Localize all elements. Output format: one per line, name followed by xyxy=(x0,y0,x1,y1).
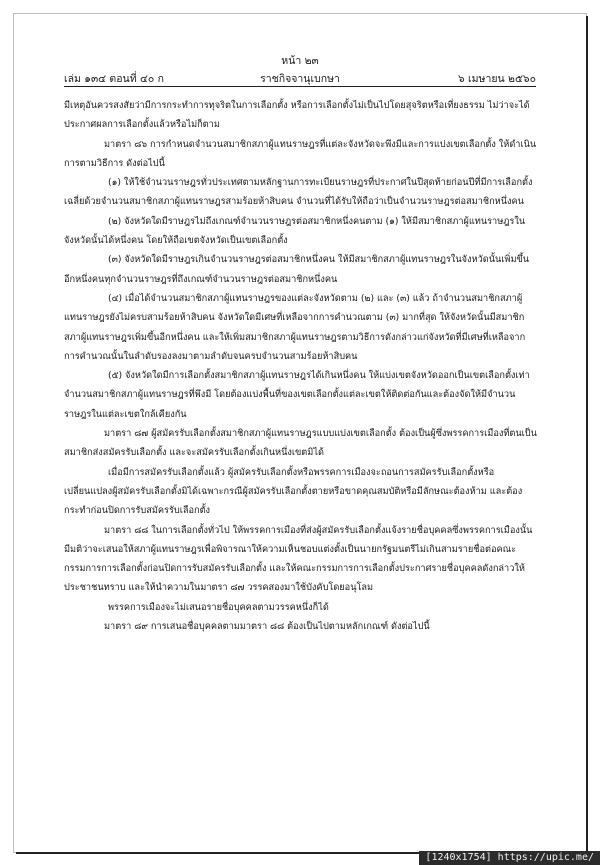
publication-date: ๖ เมษายน ๒๕๖๐ xyxy=(458,73,536,85)
section-87-paragraph-2: เมื่อมีการสมัครรับเลือกตั้งแล้ว ผู้สมัครรับเลือกตั้งหรือพรรคการเมืองจะถอนการสมัครรับเลือกตั้งหรือเปลี่ยนแปลงผู้สมัครรับเลือกตั้งมิได้เฉพาะกรณีผู้สมัครรับเลือกตั้งตายหรือขาดคุณสมบัติหรือมีลักษณะต้องห้าม และต้องกระทำก่อนปิดการรับสมัครรับเลือกตั้ง xyxy=(64,466,523,517)
image-source-watermark: [1240x1754] https://upic.me/ xyxy=(419,851,600,865)
section-86-clause-1: (๑) ให้ใช้จำนวนราษฎรทั่วประเทศตามหลักฐานการทะเบียนราษฎรที่ประกาศในปีสุดท้ายก่อนปีที่มีการเลือกตั้ง เฉลี่ยด้วยจำนวนสมาชิกสภาผู้แทนราษฎรสามร้อยห้าสิบคน จำนวนที่ได้รับให้ถือว่าเป็นจำนวนราษฎรต่อสมาชิกหนึ่งคน xyxy=(64,177,533,208)
paragraph-continuation: มีเหตุอันควรสงสัยว่ามีการกระทำการทุจริตในการเลือกตั้ง หรือการเลือกตั้งไม่เป็นไปโดยสุจริตหรือเที่ยงธรรม ไม่ว่าจะได้ประกาศผลการเลือกตั้งแล้วหรือไม่ก็ตาม xyxy=(64,100,530,131)
section-88-paragraph-2: พรรคการเมืองจะไม่เสนอรายชื่อบุคคลตามวรรคหนึ่งก็ได้ xyxy=(108,601,329,613)
section-86: มาตรา ๘๖ การกำหนดจำนวนสมาชิกสภาผู้แทนราษฎรที่แต่ละจังหวัดจะพึงมีและการแบ่งเขตเลือกตั้ง ให้ดำเนินการตามวิธีการ ดังต่อไปนี้ xyxy=(64,138,537,169)
volume-issue: เล่ม ๑๓๔ ตอนที่ ๔๐ ก xyxy=(64,73,165,85)
gazette-header xyxy=(64,70,536,87)
section-88: มาตรา ๘๘ ในการเลือกตั้งทั่วไป ให้พรรคการเมืองที่ส่งผู้สมัครรับเลือกตั้งแจ้งรายชื่อบุคคลซึ่งพรรคการเมืองนั้นมีมติว่าจะเสนอให้สภาผู้แทนราษฎรเพื่อพิจารณาให้ความเห็นชอบแต่งตั้งเป็นนายกรัฐมนตรีไม่เกินสามรายชื่อต่อคณะกรรมการการเลือกตั้งก่อนปิดการรับสมัครรับเลือกตั้ง และให้คณะกรรมการการเลือกตั้งประกาศรายชื่อบุคคลดังกล่าวให้ประชาชนทราบ และให้นำความในมาตรา ๘๗ วรรคสองมาใช้บังคับโดยอนุโลม xyxy=(64,524,533,594)
section-86-clause-2: (๒) จังหวัดใดมีราษฎรไม่ถึงเกณฑ์จำนวนราษฎรต่อสมาชิกหนึ่งคนตาม (๑) ให้มีสมาชิกสภาผู้แทนราษฎรในจังหวัดนั้นได้หนึ่งคน โดยให้ถือเขตจังหวัดเป็นเขตเลือกตั้ง xyxy=(64,215,526,247)
section-86-clause-3: (๓) จังหวัดใดมีราษฎรเกินจำนวนราษฎรต่อสมาชิกหนึ่งคน ให้มีสมาชิกสภาผู้แทนราษฎรในจังหวัดนั้นเพิ่มขึ้นอีกหนึ่งคนทุกจำนวนราษฎรที่ถึงเกณฑ์จำนวนราษฎรต่อสมาชิกหนึ่งคน xyxy=(64,254,530,285)
section-87: มาตรา ๘๗ ผู้สมัครรับเลือกตั้งสมาชิกสภาผู้แทนราษฎรแบบแบ่งเขตเลือกตั้ง ต้องเป็นผู้ซึ่งพรรคการเมืองที่ตนเป็นสมาชิกส่งสมัครรับเลือกตั้ง และจะสมัครรับเลือกตั้งเกินหนึ่งเขตมิได้ xyxy=(64,428,537,459)
section-89: มาตรา ๘๙ การเสนอชื่อบุคคลตามมาตรา ๘๘ ต้องเป็นไปตามหลักเกณฑ์ ดังต่อไปนี้ xyxy=(104,621,430,633)
section-86-clause-5: (๕) จังหวัดใดมีการเลือกตั้งสมาชิกสภาผู้แทนราษฎรได้เกินหนึ่งคน ให้แบ่งเขตจังหวัดออกเป็นเขตเลือกตั้งเท่าจำนวนสมาชิกสภาผู้แทนราษฎรที่พึงมี โดยต้องแบ่งพื้นที่ของเขตเลือกตั้งแต่ละเขตให้ติดต่อกันและต้องจัดให้มีจำนวนราษฎรในแต่ละเขตใกล้เคียงกัน xyxy=(64,370,530,420)
gazette-title: ราชกิจจานุเบกษา xyxy=(260,73,340,85)
document-body xyxy=(64,96,538,636)
section-86-clause-4: (๔) เมื่อได้จำนวนสมาชิกสภาผู้แทนราษฎรของแต่ละจังหวัดตาม (๒) และ (๓) แล้ว ถ้าจำนวนสมาชิกสภาผู้แทนราษฎรยังไม่ครบสามร้อยห้าสิบคน จังหวัดใดมีเศษที่เหลือจากการคำนวณตาม (๓) มากที่สุด ให้จังหวัดนั้นมีสมาชิกสภาผู้แทนราษฎรเพิ่มขึ้นอีกหนึ่งคน และให้เพิ่มสมาชิกสภาผู้แทนราษฎรตามวิธีการดังกล่าวแก่จังหวัดที่มีเศษที่เหลือจากการคำนวณนั้นในลำดับรองลงมาตามลำดับจนครบจำนวนสามร้อยห้าสิบคน xyxy=(64,292,526,362)
page-number: หน้า ๒๓ xyxy=(281,55,319,67)
